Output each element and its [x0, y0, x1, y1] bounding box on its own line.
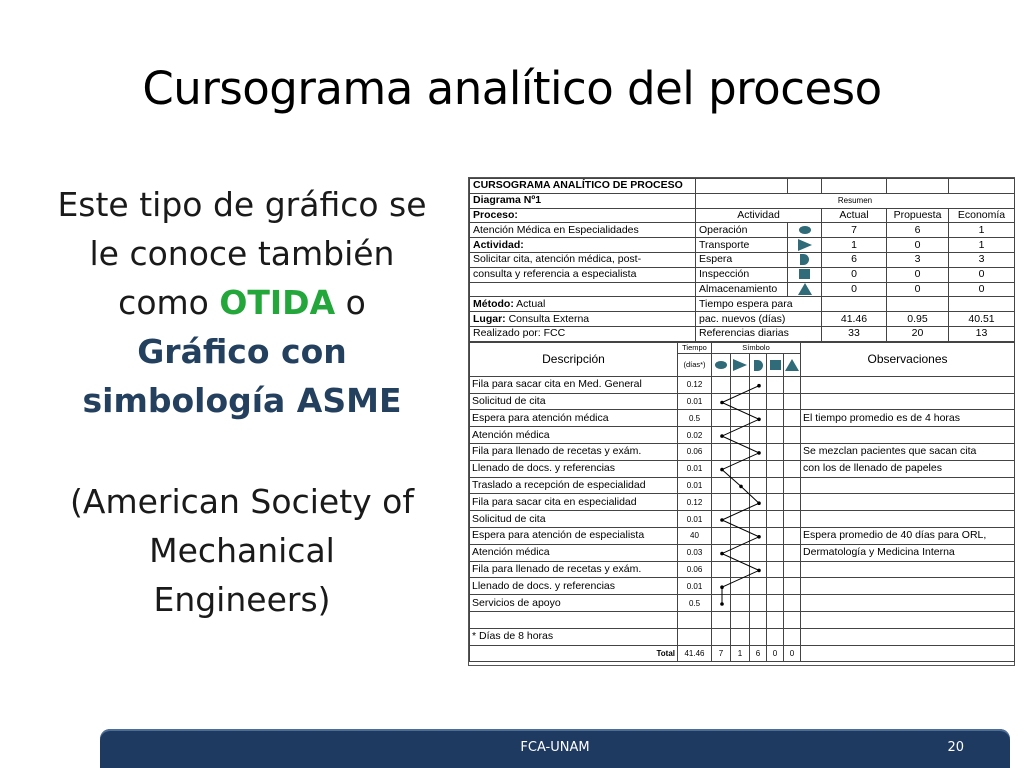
pac-economia: 40.51 — [949, 312, 1015, 327]
symbol-cell — [767, 527, 784, 544]
symbol-cell — [750, 427, 767, 444]
symbol-cell — [767, 494, 784, 511]
summary-label: Espera — [696, 252, 788, 267]
symbol-cell — [731, 578, 750, 595]
metodo-value: Actual — [516, 297, 546, 310]
symbol-cell — [750, 578, 767, 595]
body-line-2: le conoce también — [89, 234, 395, 273]
step-time: 0.01 — [678, 578, 712, 595]
symbol-cell — [712, 477, 731, 494]
step-observation — [801, 628, 1015, 645]
step-observation: El tiempo promedio es de 4 horas — [801, 410, 1015, 427]
step-observation — [801, 561, 1015, 578]
total-inspeccion: 0 — [767, 645, 784, 662]
symbol-cell — [731, 511, 750, 528]
otida-highlight: OTIDA — [219, 283, 336, 322]
symbol-cell — [712, 578, 731, 595]
summary-propuesta: 3 — [887, 252, 949, 267]
table-row — [470, 460, 1015, 477]
symbol-cell — [750, 595, 767, 612]
symbol-cell — [731, 527, 750, 544]
symbol-cell — [731, 544, 750, 561]
summary-label: Almacenamiento — [696, 282, 788, 297]
step-observation — [801, 595, 1015, 612]
delay-d-icon — [800, 254, 809, 265]
table-row — [470, 595, 1015, 612]
summary-label: Operación — [696, 223, 788, 238]
symbol-cell — [712, 393, 731, 410]
symbol-cell — [767, 628, 784, 645]
symbol-cell — [767, 393, 784, 410]
step-time: 0.5 — [678, 595, 712, 612]
ref-actual: 33 — [822, 326, 887, 341]
symbol-cell — [731, 427, 750, 444]
symbol-cell — [712, 376, 731, 393]
pac-actual: 41.46 — [822, 312, 887, 327]
total-label: Total — [470, 645, 678, 662]
step-time: 0.01 — [678, 460, 712, 477]
symbol-cell — [712, 628, 731, 645]
step-observation: Se mezclan pacientes que sacan cita — [801, 443, 1015, 460]
symbol-cell — [712, 494, 731, 511]
step-observation: Dermatología y Medicina Interna — [801, 544, 1015, 561]
symbol-cell — [731, 393, 750, 410]
symbol-cell — [784, 410, 801, 427]
symbol-cell — [712, 511, 731, 528]
storage-triangle-icon — [798, 283, 812, 295]
step-observation — [801, 578, 1015, 595]
step-time: 40 — [678, 527, 712, 544]
symbol-cell — [767, 611, 784, 628]
symbol-cell — [750, 561, 767, 578]
symbol-cell — [784, 527, 801, 544]
symbol-cell — [731, 628, 750, 645]
body-line-3-pre: como — [118, 283, 220, 322]
step-time: 0.12 — [678, 494, 712, 511]
symbol-cell — [767, 376, 784, 393]
symbol-cell — [767, 544, 784, 561]
summary-header-table — [469, 178, 1015, 342]
summary-label: Transporte — [696, 238, 788, 253]
symbol-cell — [712, 410, 731, 427]
referencias-label: Referencias diarias — [696, 326, 822, 341]
symbol-cell — [731, 561, 750, 578]
spacer — [22, 425, 462, 477]
table-row — [470, 376, 1015, 393]
slide-body-text — [22, 180, 462, 624]
step-observation — [801, 427, 1015, 444]
table-row — [470, 427, 1015, 444]
table-row — [470, 494, 1015, 511]
step-time — [678, 628, 712, 645]
observaciones-header: Observaciones — [801, 342, 1015, 376]
ref-propuesta: 20 — [887, 326, 949, 341]
symbol-cell — [750, 511, 767, 528]
step-time: 0.01 — [678, 477, 712, 494]
tiempo-espera-label: Tiempo espera para — [696, 297, 822, 312]
symbol-cell — [767, 578, 784, 595]
inspection-square-icon — [770, 360, 781, 370]
symbol-cell — [784, 460, 801, 477]
symbol-cell — [712, 595, 731, 612]
realizado-label: Realizado por: FCC — [470, 326, 696, 341]
step-time: 0.01 — [678, 511, 712, 528]
step-description: Fila para llenado de recetas y exám. — [470, 443, 678, 460]
step-description: Espera para atención de especialista — [470, 527, 678, 544]
actual-col-header: Actual — [822, 208, 887, 223]
operation-circle-icon — [715, 361, 727, 369]
actividad-col-header: Actividad — [696, 208, 822, 223]
table-row — [470, 511, 1015, 528]
step-description: Solicitud de cita — [470, 393, 678, 410]
step-observation — [801, 376, 1015, 393]
summary-propuesta: 6 — [887, 223, 949, 238]
ref-economia: 13 — [949, 326, 1015, 341]
symbol-cell — [731, 611, 750, 628]
metodo-label: Método: — [473, 297, 514, 310]
symbol-cell — [784, 427, 801, 444]
symbol-cell — [784, 443, 801, 460]
transport-arrow-icon — [798, 239, 812, 251]
table-row — [470, 410, 1015, 427]
body-line-3-post: o — [335, 283, 366, 322]
step-description: Llenado de docs. y referencias — [470, 578, 678, 595]
actividad-value-2: consulta y referencia a especialista — [470, 267, 696, 282]
proceso-value: Atención Médica en Especialidades — [470, 223, 696, 238]
total-transporte: 1 — [731, 645, 750, 662]
summary-propuesta: 0 — [887, 282, 949, 297]
lugar-row — [470, 312, 696, 327]
symbol-cell — [750, 611, 767, 628]
step-description: Solicitud de cita — [470, 511, 678, 528]
summary-actual: 7 — [822, 223, 887, 238]
step-time: 0.02 — [678, 427, 712, 444]
step-observation — [801, 611, 1015, 628]
total-espera: 6 — [750, 645, 767, 662]
lugar-label: Lugar: — [473, 312, 506, 325]
proceso-label: Proceso: — [470, 208, 696, 223]
symbol-cell — [750, 628, 767, 645]
symbol-cell — [712, 527, 731, 544]
inspection-square-icon — [799, 269, 810, 279]
symbol-cell — [750, 477, 767, 494]
step-observation — [801, 477, 1015, 494]
step-observation: con los de llenado de papeles — [801, 460, 1015, 477]
total-almacenamiento: 0 — [784, 645, 801, 662]
summary-label: Inspección — [696, 267, 788, 282]
symbol-cell — [784, 611, 801, 628]
step-time: 0.06 — [678, 561, 712, 578]
table-row — [470, 443, 1015, 460]
simbolo-header: Símbolo — [712, 342, 801, 353]
summary-economia: 0 — [949, 267, 1015, 282]
step-time: 0.5 — [678, 410, 712, 427]
body-line-1: Este tipo de gráfico se — [57, 185, 427, 224]
symbol-cell — [767, 443, 784, 460]
symbol-cell — [712, 544, 731, 561]
step-time: 0.06 — [678, 443, 712, 460]
economia-col-header: Economía — [949, 208, 1015, 223]
actividad-label: Actividad: — [470, 238, 696, 253]
body-line-3 — [22, 278, 462, 327]
actividad-value-1: Solicitar cita, atención médica, post- — [470, 252, 696, 267]
paren-line-1: (American Society of — [70, 482, 414, 521]
symbol-cell — [731, 376, 750, 393]
table-row — [470, 561, 1015, 578]
step-description: Atención médica — [470, 427, 678, 444]
table-row — [470, 611, 1015, 628]
symbol-cell — [784, 628, 801, 645]
symbol-cell — [784, 561, 801, 578]
table-row — [470, 477, 1015, 494]
step-observation: Espera promedio de 40 días para ORL, — [801, 527, 1015, 544]
summary-economia: 1 — [949, 223, 1015, 238]
symbol-cell — [750, 544, 767, 561]
transport-arrow-icon — [733, 359, 747, 371]
table-row — [470, 527, 1015, 544]
step-description: * Días de 8 horas — [470, 628, 678, 645]
body-line-5: simbología ASME — [82, 381, 402, 420]
step-time — [678, 611, 712, 628]
summary-economia: 0 — [949, 282, 1015, 297]
delay-d-icon — [754, 360, 763, 371]
symbol-cell — [712, 460, 731, 477]
paren-line-3: Engineers) — [153, 580, 331, 619]
step-observation — [801, 511, 1015, 528]
symbol-cell — [731, 443, 750, 460]
total-time: 41.46 — [678, 645, 712, 662]
footer-bar — [100, 729, 1010, 768]
symbol-cell — [712, 443, 731, 460]
symbol-cell — [784, 477, 801, 494]
table-row — [470, 578, 1015, 595]
step-description: Espera para atención médica — [470, 410, 678, 427]
pac-propuesta: 0.95 — [887, 312, 949, 327]
step-time: 0.03 — [678, 544, 712, 561]
symbol-cell — [784, 578, 801, 595]
lugar-value: Consulta Externa — [508, 312, 590, 325]
pac-nuevos-label: pac. nuevos (días) — [696, 312, 822, 327]
symbol-cell — [750, 410, 767, 427]
summary-actual: 0 — [822, 282, 887, 297]
footer-institution: FCA-UNAM — [520, 740, 590, 755]
symbol-cell — [731, 460, 750, 477]
table-row — [470, 393, 1015, 410]
symbol-cell — [731, 494, 750, 511]
step-description: Llenado de docs. y referencias — [470, 460, 678, 477]
step-time: 0.01 — [678, 393, 712, 410]
symbol-cell — [750, 460, 767, 477]
step-description: Servicios de apoyo — [470, 595, 678, 612]
symbol-cell — [767, 561, 784, 578]
descripcion-header: Descripción — [470, 342, 678, 376]
process-steps-table — [469, 342, 1015, 663]
step-time: 0.12 — [678, 376, 712, 393]
symbol-cell — [731, 595, 750, 612]
summary-economia: 3 — [949, 252, 1015, 267]
symbol-cell — [750, 393, 767, 410]
sheet-title: CURSOGRAMA ANALÍTICO DE PROCESO — [470, 179, 696, 194]
symbol-cell — [731, 410, 750, 427]
tiempo-header: Tiempo — [678, 342, 712, 353]
operation-circle-icon — [799, 226, 811, 234]
summary-actual: 1 — [822, 238, 887, 253]
symbol-cell — [767, 427, 784, 444]
total-operacion: 7 — [712, 645, 731, 662]
paren-line-2: Mechanical — [149, 531, 335, 570]
page-number: 20 — [947, 740, 964, 755]
symbol-cell — [731, 477, 750, 494]
summary-economia: 1 — [949, 238, 1015, 253]
symbol-cell — [784, 544, 801, 561]
symbol-cell — [750, 494, 767, 511]
symbol-cell — [784, 511, 801, 528]
summary-propuesta: 0 — [887, 238, 949, 253]
step-description — [470, 611, 678, 628]
body-line-4: Gráfico con — [137, 332, 347, 371]
symbol-cell — [767, 410, 784, 427]
metodo-row — [470, 297, 696, 312]
symbol-cell — [767, 595, 784, 612]
summary-actual: 6 — [822, 252, 887, 267]
symbol-cell — [712, 427, 731, 444]
blank-cell — [470, 282, 696, 297]
symbol-cell — [784, 376, 801, 393]
step-description: Fila para sacar cita en especialidad — [470, 494, 678, 511]
symbol-cell — [784, 595, 801, 612]
step-description: Traslado a recepción de especialidad — [470, 477, 678, 494]
slide-title: Cursograma analítico del proceso — [142, 62, 882, 115]
step-description: Fila para llenado de recetas y exám. — [470, 561, 678, 578]
symbol-cell — [784, 494, 801, 511]
step-observation — [801, 494, 1015, 511]
symbol-cell — [767, 460, 784, 477]
symbol-cell — [784, 393, 801, 410]
resumen-label: Resumen — [696, 193, 1015, 208]
symbol-cell — [712, 611, 731, 628]
summary-propuesta: 0 — [887, 267, 949, 282]
table-row — [470, 628, 1015, 645]
diagram-number: Diagrama Nº1 — [470, 193, 696, 208]
step-description: Atención médica — [470, 544, 678, 561]
symbol-cell — [767, 477, 784, 494]
dias-header: (días*) — [678, 353, 712, 376]
symbol-cell — [750, 527, 767, 544]
step-description: Fila para sacar cita en Med. General — [470, 376, 678, 393]
symbol-cell — [750, 376, 767, 393]
step-observation — [801, 393, 1015, 410]
process-chart-sheet — [468, 177, 1015, 666]
propuesta-col-header: Propuesta — [887, 208, 949, 223]
symbol-cell — [750, 443, 767, 460]
storage-triangle-icon — [785, 359, 799, 371]
symbol-cell — [712, 561, 731, 578]
table-row — [470, 544, 1015, 561]
summary-actual: 0 — [822, 267, 887, 282]
symbol-cell — [767, 511, 784, 528]
